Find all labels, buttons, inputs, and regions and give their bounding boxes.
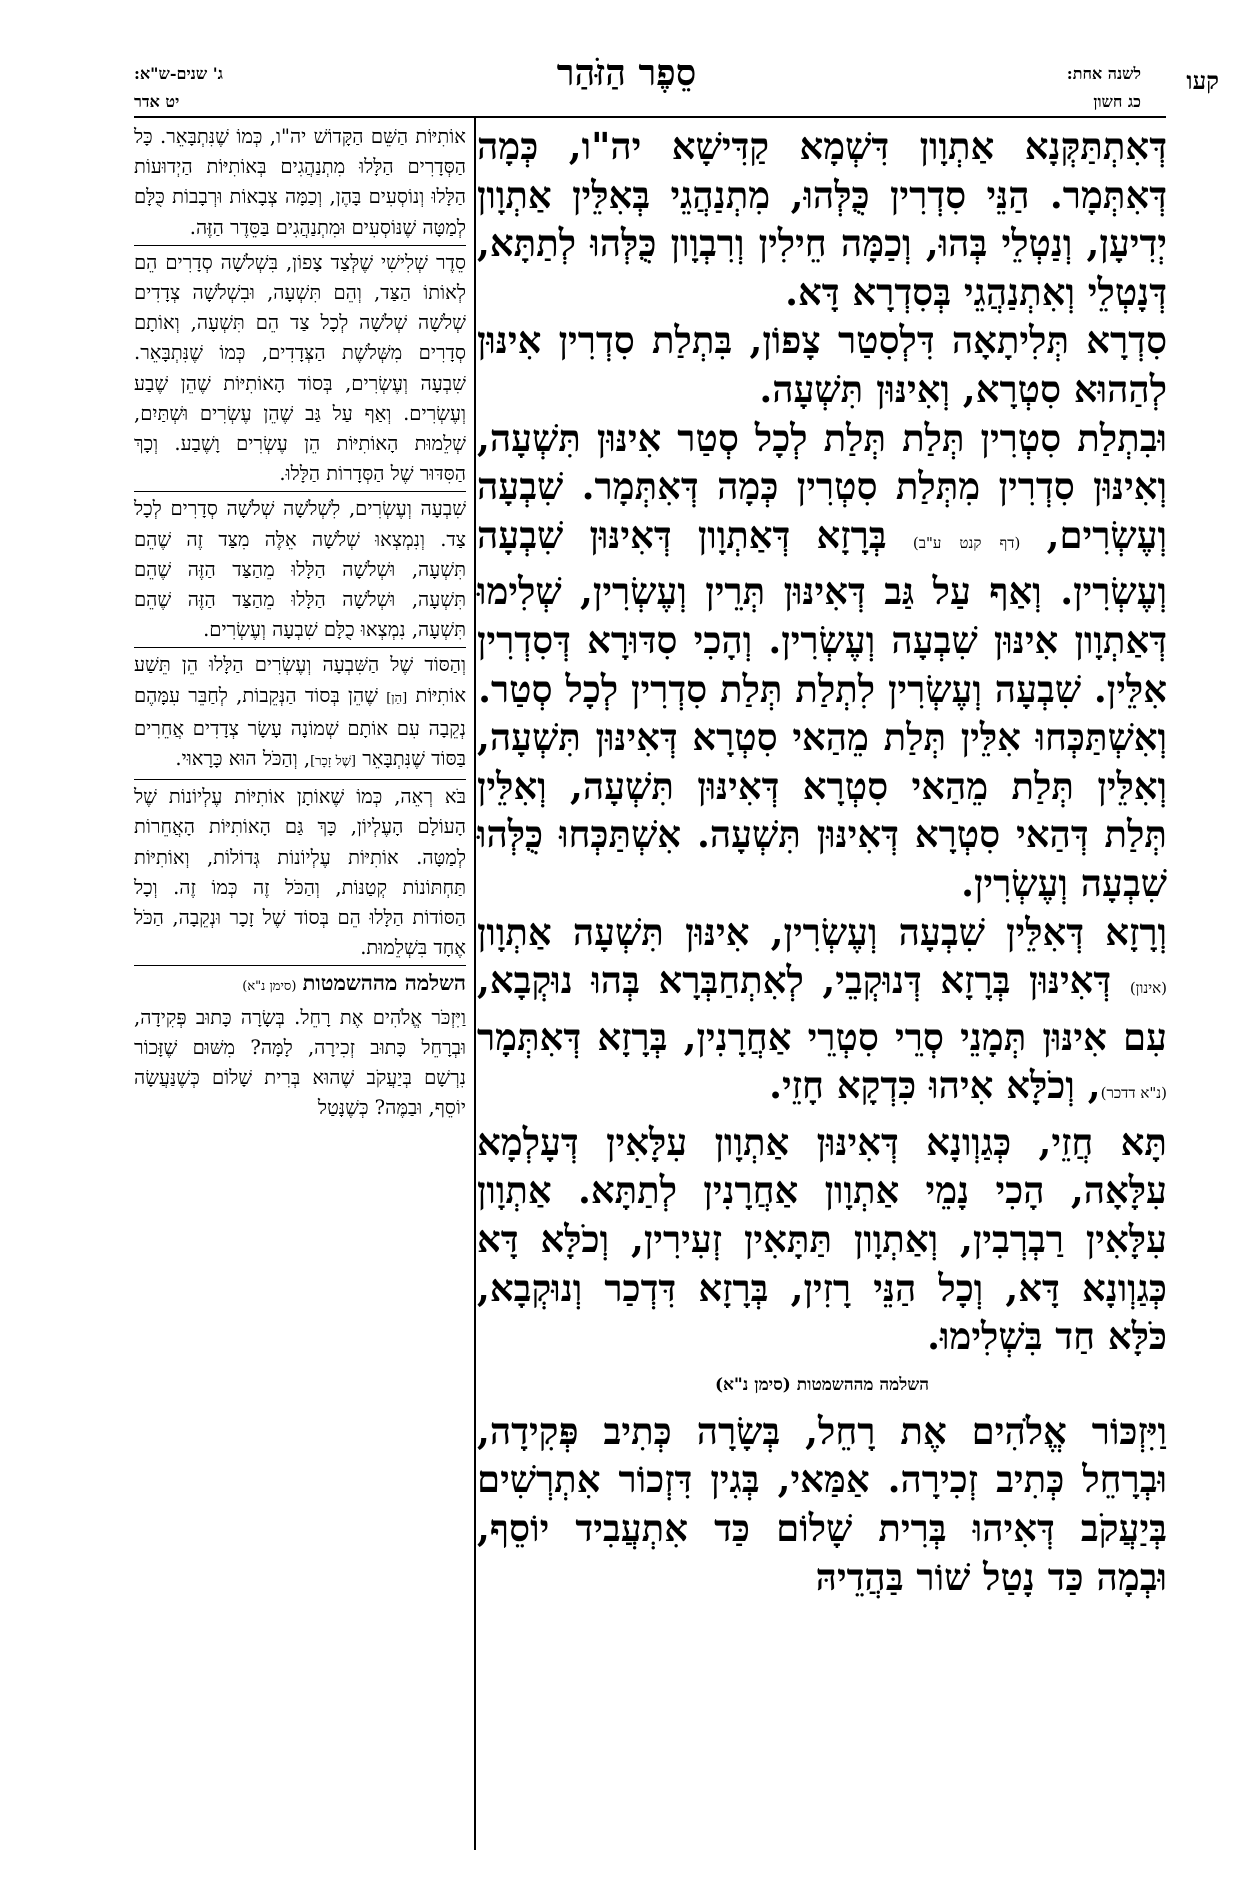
main-paragraph: וּבִתְלַת סִטְרִין תְּלַת תְּלַת לְכָל סְטַר אִינּוּן תִּשְׁעָה, וְאִינּוּן סִדְרִין מִתְּלַת סִטְרִין כְּמָה דְּאִתְּמָר. שִׁבְעָה וְעֶשְׂרִים, (דף קנט ע"ב) בְּרָזָא דְּאַתְוָון דְּאִינּוּן שִׁבְעָה וְעֶשְׂרִין. וְאַף עַל גַּב דְּאִינּוּן תְּרֵין וְעֶשְׂרִין, שְׁלִימוּ דְּאַתְוָון אִינּוּן שִׁבְעָה וְעֶשְׂרִין. וְהָכִי סִדּוּרָא דְּסִדְרִין אִלֵּין. שִׁבְעָה וְעֶשְׂרִין לִתְלַת תְּלַת סִדְרִין לְכָל סְטַר. [477, 415, 1168, 711]
aramaic-main-column [477, 122, 1167, 1601]
paragraph-divider [134, 779, 466, 780]
paragraph-divider [134, 245, 466, 246]
translation-paragraph: סֵדֶר שְׁלִישִׁי שֶׁלְּצַד צָפוֹן, בִּשְׁלֹשָׁה סְדָרִים הֵם לְאוֹתוֹ הַצַּד, וְהֵם תִּשְׁעָה, וּבִשְׁלֹשָׁה צְדָדִים שְׁלֹשָׁה שְׁלֹשָׁה לְכָל צַד הֵם תִּשְׁעָה, וְאוֹתָם סְדָרִים מִשְּׁלֹשֶׁת הַצְּדָדִים, כְּמוֹ שֶׁנִּתְבָּאֵר. שִׁבְעָה וְעֶשְׂרִים, בְּסוֹד הָאוֹתִיּוֹת שֶׁהֵן שֶׁבַע וְעֶשְׂרִים. וְאַף עַל גַּב שֶׁהֵן עֶשְׂרִים וּשְׁתַּיִם, שְׁלֵמוּת הָאוֹתִיּוֹת הֵן עֶשְׂרִים וָשֶׁבַע. וְכָךְ הַסִּדּוּר שֶׁל הַסְּדָרוֹת הַלָּלוּ. [134, 250, 466, 486]
page-title: סֵפֶר הַזֹּהַר [556, 52, 697, 94]
section-heading: השלמה מההשמטות (סימן נ"א) [242, 970, 466, 996]
main-paragraph: דְּאִתְתַּקְּנָא אַתְוָון דִּשְׁמָא קַדִּישָׁא יה"ו, כְּמָה דְּאִתְּמָר. הַנֵּי סִדְרִין כֻּלְּהוּ, מִתְנַהֲגֵי בְּאִלֵּין אַתְוָון יְדִיעָן, וְנַטְלֵי בְּהוּ, וְכַמָּה חֵילִין וְרִבְוָון כֻּלְּהוּ לְתַתָּא, דְּנָטְלֵי וְאִתְנַהֲגֵי בְּסִדְרָא דָּא. [477, 124, 1167, 314]
reading-date-one-year: כג חשון [1093, 92, 1141, 111]
translation-paragraph: בֹּא רְאֵה, כְּמוֹ שֶׁאוֹתָן אוֹתִיּוֹת עֶלְיוֹנוֹת שֶׁל הָעוֹלָם הָעֶלְיוֹן, כָּךְ גַּם הָאוֹתִיּוֹת הָאֲחֵרוֹת לְמַטָּה. אוֹתִיּוֹת עֶלְיוֹנוֹת גְּדוֹלוֹת, וְאוֹתִיּוֹת תַּחְתּוֹנוֹת קְטַנּוֹת, וְהַכֹּל זֶה כְּמוֹ זֶה. וְכָל הַסּוֹדוֹת הַלָּלוּ הֵם בְּסוֹד שֶׁל זָכָר וּנְקֵבָה, הַכֹּל אֶחָד בִּשְׁלֵמוּת. [134, 785, 466, 960]
variant-note: (נ"א דדכר) [1100, 1084, 1167, 1103]
translation-paragraph: אוֹתִיּוֹת הַשֵּׁם הַקָּדוֹשׁ יה"ו, כְּמוֹ שֶׁנִּתְבָּאֵר. כָּל הַסְּדָרִים הַלָּלוּ מִתְנַהֲגִים בְּאוֹתִיּוֹת הַיְדוּעוֹת הַלָּלוּ וְנוֹסְעִים בָּהֶן, וְכַמָּה צְבָאוֹת וּרְבָבוֹת כֻּלָּם לְמַטָּה שֶׁנּוֹסְעִים וּמִתְנַהֲגִים בַּסֵּדֶר הַזֶּה. [134, 125, 466, 239]
reading-schedule-three-year: ג' שנים-ש"א: [134, 64, 223, 83]
variant-note: (אינון) [1129, 979, 1167, 998]
paragraph-divider [134, 965, 466, 966]
page-reference: (דף קנט ע"ב) [912, 533, 1021, 552]
hebrew-translation-column [134, 122, 466, 1124]
section-heading: השלמה מההשמטות (סימן נ"א) [714, 1374, 930, 1395]
reading-schedule-one-year: לשנה אחת: [1066, 64, 1141, 83]
page-number: קעו [1186, 66, 1219, 95]
translation-paragraph: שִׁבְעָה וְעֶשְׂרִים, לִשְׁלֹשָׁה שְׁלֹשָׁה סְדָרִים לְכָל צַד. וְנִמְצְאוּ שְׁלֹשָׁה אֵלֶּה מִצַּד זֶה שֶׁהֵם תִּשְׁעָה, וּשְׁלֹשָׁה הַלָּלוּ מֵהַצַּד הַזֶּה שֶׁהֵם תִּשְׁעָה, וּשְׁלֹשָׁה הַלָּלוּ מֵהַצַּד הַזֶּה שֶׁהֵם תִּשְׁעָה, נִמְצְאוּ כֻלָּם שִׁבְעָה וְעֶשְׂרִים. [134, 497, 466, 642]
main-paragraph: וְרָזָא דְּאִלֵּין שִׁבְעָה וְעֶשְׂרִין, אִינּוּן תִּשְׁעָה אַתְוָון (אינון) דְּאִינּוּן בְּרָזָא דְּנוּקְבֵי, לְאִתְחַבְּרָא בְּהוּ נוּקְבָא, עִם אִינּוּן תְּמָנֵי סְרֵי סִטְרֵי אַחֲרָנִין, בְּרָזָא דְּאִתְּמָר (נ"א דדכר), וְכֹלָּא אִיהוּ כִּדְקָא חָזֵי. [477, 909, 1167, 1108]
translation-paragraph: וְהַסּוֹד שֶׁל הַשִּׁבְעָה וְעֶשְׂרִים הַלָּלוּ הֵן תֵּשַׁע אוֹתִיּוֹת [הֵן] שֶׁהֵן בְּסוֹד הַנְּקֵבוֹת, לְחַבֵּר עִמָּהֶם נְקֵבָה עִם אוֹתָם שְׁמוֹנָה עָשָׂר צְדָדִים אֲחֵרִים בַּסּוֹד שֶׁנִּתְבָּאֵר [שֶׁל זָכָר], וְהַכֹּל הוּא כָּרָאוּי. [134, 653, 467, 771]
reading-date-three-year: יט אדר [134, 92, 180, 111]
main-paragraph: סִדְרָא תְּלִיתָאָה דִּלְסִטַר צָפוֹן, בִּתְלַת סִדְרִין אִינּוּן לְהַהוּא סִטְרָא, וְאִינּוּן תִּשְׁעָה. [477, 318, 1167, 411]
bracket-note: [הֵן] [386, 690, 408, 706]
main-paragraph: תָּא חֲזֵי, כְּגַוְונָא דְּאִינּוּן אַתְוָון עִלָּאִין דְּעָלְמָא עִלָּאָה, הָכִי נָמֵי אַתְוָון אַחֲרָנִין לְתַתָּא. אַתְוָון עִלָּאִין רַבְרְבִין, וְאַתְוָון תַּתָּאִין זְעִירִין, וְכֹלָּא דָּא כְּגַוְונָא דָּא, וְכָל הַנֵּי רָזִין, בְּרָזָא דִּדְכַר וְנוּקְבָא, כֹּלָּא חַד בִּשְׁלִימוּ. [477, 1119, 1167, 1359]
main-paragraph: וַיִּזְכּוֹר אֱלֹהִים אֶת רָחֵל, בְּשָׂרָה כְּתִיב פְּקִידָה, וּבְרָחֵל כְּתִיב זְכִירָה. אַמַּאי, בְּגִין דִּזְכוֹר אִתְרְשִׁים בְּיַעֲקֹב דְּאִיהוּ בְּרִית שָׁלוֹם כַּד אִתְעֲבִיד יוֹסֵף, וּבְמָה כַּד נָטַל שׁוֹר בַּהֲדֵיהּ [477, 1408, 1167, 1599]
translation-paragraph: וַיִּזְכֹּר אֱלֹהִים אֶת רָחֵל. בְּשָׂרָה כָּתוּב פְּקִידָה, וּבְרָחֵל כָּתוּב זְכִירָה, לָמָּה? מִשּׁוּם שֶׁזָּכוֹר נִרְשָׁם בְּיַעֲקֹב שֶׁהוּא בְּרִית שָׁלוֹם כְּשֶׁנַּעֲשָׂה יוֹסֵף, וּבַמֶּה? כְּשֶׁנָּטַל [134, 1005, 466, 1120]
paragraph-divider [134, 491, 466, 492]
bracket-note: [שֶׁל זָכָר] [310, 754, 357, 770]
main-paragraph: וְאִשְׁתַּכְּחוּ אִלֵּין תְּלַת מֵהַאי סִטְרָא דְּאִינּוּן תִּשְׁעָה, וְאִלֵּין תְּלַת מֵהַאי סִטְרָא דְּאִינּוּן תִּשְׁעָה, וְאִלֵּין תְּלַת דְּהַאי סִטְרָא דְּאִינּוּן תִּשְׁעָה. אִשְׁתַּכְּחוּ כֻּלְּהוּ שִׁבְעָה וְעֶשְׂרִין. [477, 715, 1167, 905]
header-rule [134, 116, 1166, 118]
column-divider [474, 116, 476, 1850]
paragraph-divider [134, 647, 466, 648]
